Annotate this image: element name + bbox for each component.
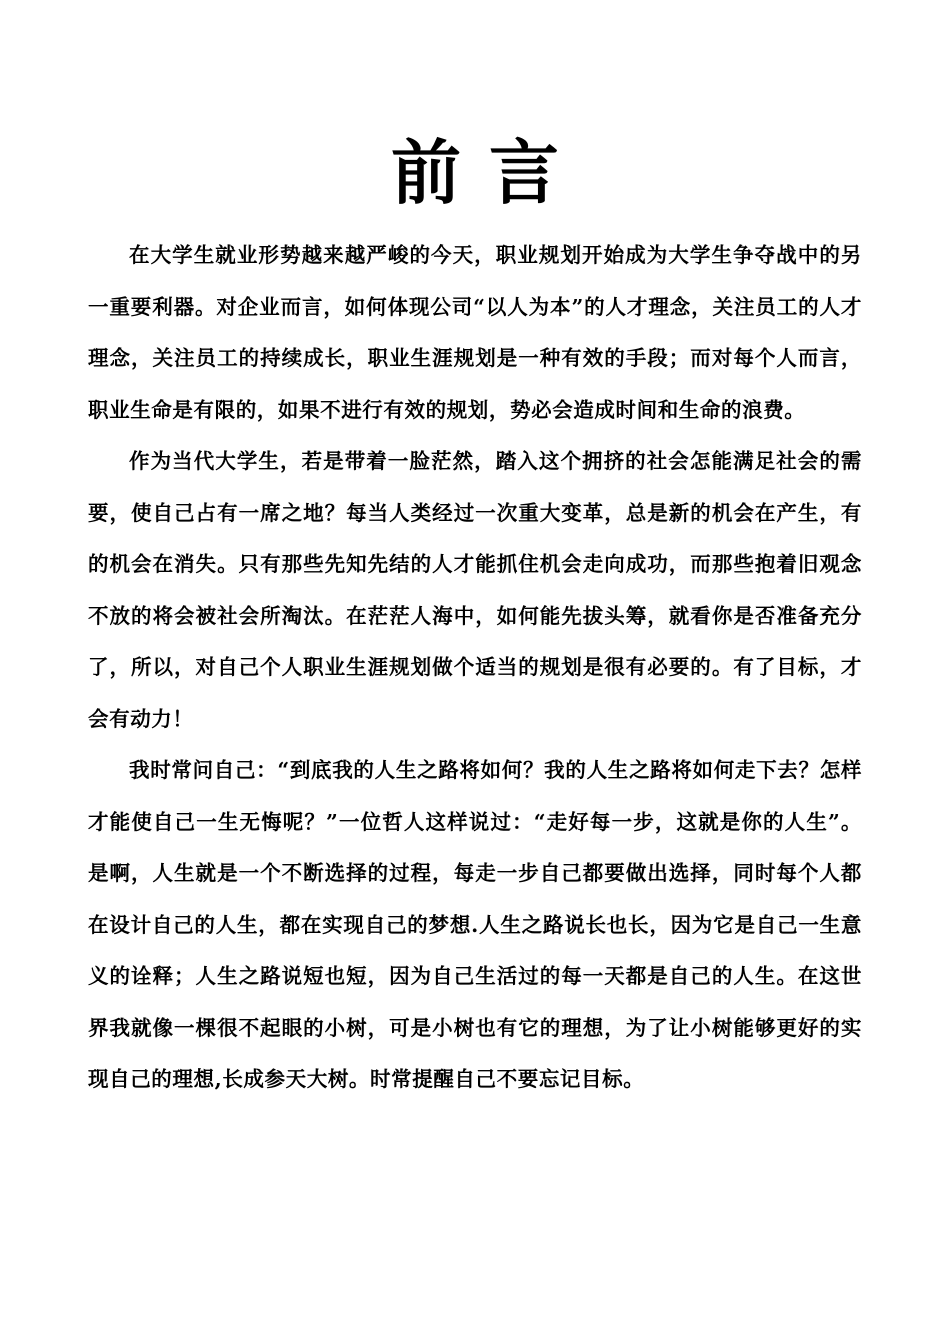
paragraph-3: 我时常问自己：“到底我的人生之路将如何？我的人生之路将如何走下去？怎样才能使自己一生无悔呢？”一位哲人这样说过：“走好每一步，这就是你的人生”。是啊，人生就是一个不断选择的过程，每走一步自己都要做出选择，同时每个人都在设计自己的人生，都在实现自己的梦想.人生之路说长也长，因为它是自己一生意义的诠释；人生之路说短也短，因为自己生活过的每一天都是自己的人生。在这世界我就像一棵很不起眼的小树，可是小树也有它的理想，为了让小树能够更好的实现自己的理想,长成参天大树。时常提醒自己不要忘记目标。: [88, 758, 862, 1091]
page-title: 前言: [391, 131, 587, 214]
document-body: [88, 230, 862, 1106]
paragraph-1: 在大学生就业形势越来越严峻的今天，职业规划开始成为大学生争夺战中的另一重要利器。对企业而言，如何体现公司“以人为本”的人才理念，关注员工的人才理念，关注员工的持续成长，职业生涯规划是一种有效的手段；而对每个人而言，职业生命是有限的，如果不进行有效的规划，势必会造成时间和生命的浪费。: [88, 243, 862, 422]
paragraph-2: 作为当代大学生，若是带着一脸茫然，踏入这个拥挤的社会怎能满足社会的需要，使自己占有一席之地？每当人类经过一次重大变革，总是新的机会在产生，有的机会在消失。只有那些先知先结的人才能抓住机会走向成功，而那些抱着旧观念不放的将会被社会所淘汰。在茫茫人海中，如何能先拔头筹，就看你是否准备充分了，所以，对自己个人职业生涯规划做个适当的规划是很有必要的。有了目标，才会有动力！: [88, 449, 862, 731]
